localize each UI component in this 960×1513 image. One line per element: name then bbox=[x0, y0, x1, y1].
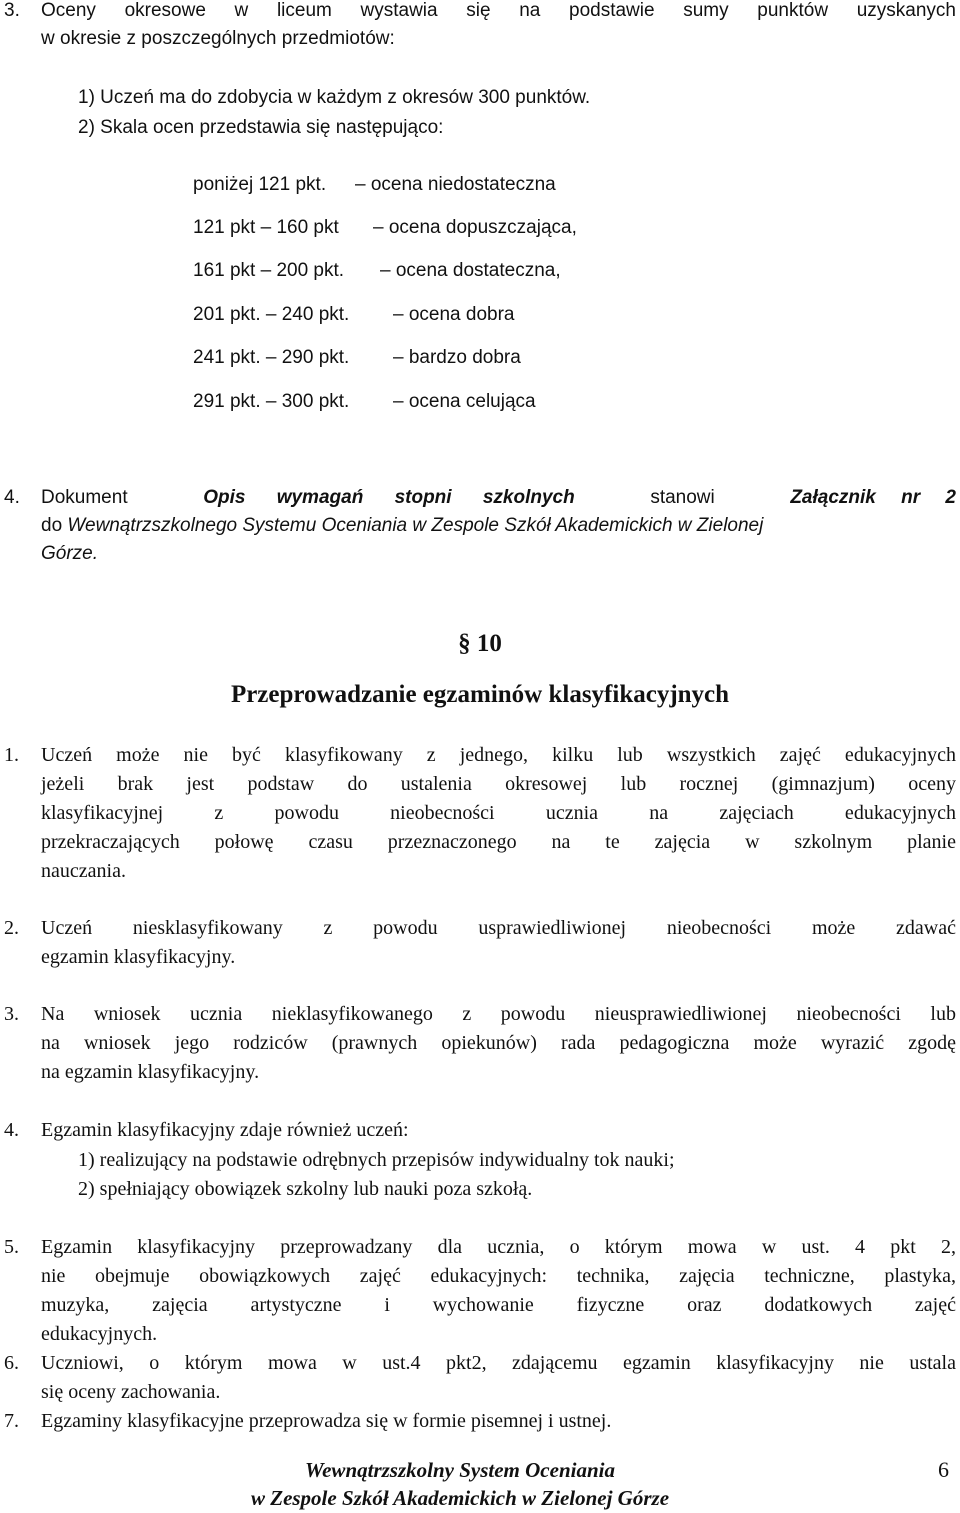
scale-grade-4: – ocena dobra bbox=[393, 304, 515, 325]
footer-line-1: Wewnątrzszkolny System Oceniania bbox=[305, 1458, 615, 1482]
footer-line-2: w Zespole Szkół Akademickich w Zielonej Górze bbox=[250, 1486, 670, 1510]
item-4-text-do: do bbox=[41, 515, 63, 536]
point-3-number: 3. bbox=[4, 1003, 19, 1025]
point-3-line-3: na egzamin klasyfikacyjny. bbox=[41, 1061, 260, 1083]
sub-item-2: 2) Skala ocen przedstawia się następująco: bbox=[78, 117, 444, 138]
point-4-sub-2: 2) spełniający obowiązek szkolny lub nauki poza szkołą. bbox=[78, 1178, 533, 1200]
point-1-line-4: przekraczających połowę czasu przeznaczonego na te zajęcia w szkolnym planie bbox=[41, 831, 956, 853]
point-5-line-2: nie obejmuje obowiązkowych zajęć edukacyjnych: technika, zajęcia techniczne, plastyka, bbox=[41, 1265, 956, 1287]
point-2-line-1: Uczeń niesklasyfikowany z powodu usprawiedliwionej nieobecności może zdawać bbox=[41, 917, 956, 939]
point-5-line-1: Egzamin klasyfikacyjny przeprowadzany dla ucznia, o którym mowa w ust. 4 pkt 2, bbox=[41, 1236, 956, 1258]
item-3-line-2: w okresie z poszczególnych przedmiotów: bbox=[41, 28, 395, 49]
point-3-line-2: na wniosek jego rodziców (prawnych opiekunów) rada pedagogiczna może wyrazić zgodę bbox=[41, 1032, 956, 1054]
item-4-number: 4. bbox=[4, 487, 20, 508]
scale-range-4: 201 pkt. – 240 pkt. bbox=[193, 304, 350, 325]
point-2-line-2: egzamin klasyfikacyjny. bbox=[41, 946, 236, 968]
scale-range-3: 161 pkt – 200 pkt. bbox=[193, 260, 345, 281]
item-4-system-name: Wewnątrzszkolnego Systemu Oceniania w Zespole Szkół Akademickich w Zielonej bbox=[67, 515, 764, 536]
point-6-line-2: się oceny zachowania. bbox=[41, 1381, 221, 1403]
sub-item-1: 1) Uczeń ma do zdobycia w każdym z okresów 300 punktów. bbox=[78, 87, 591, 108]
section-title: Przeprowadzanie egzaminów klasyfikacyjnych bbox=[230, 681, 730, 708]
item-4-document-title: Opis wymagań stopni szkolnych bbox=[203, 487, 575, 508]
scale-range-5: 241 pkt. – 290 pkt. bbox=[193, 347, 350, 368]
scale-grade-1: – ocena niedostateczna bbox=[355, 174, 556, 195]
point-1-line-3: klasyfikacyjnej z powodu nieobecności ucznia na zajęciach edukacyjnych bbox=[41, 802, 956, 824]
page-number: 6 bbox=[938, 1457, 949, 1482]
scale-grade-3: – ocena dostateczna, bbox=[380, 260, 561, 281]
point-4-number: 4. bbox=[4, 1119, 19, 1141]
scale-range-6: 291 pkt. – 300 pkt. bbox=[193, 391, 350, 412]
item-3-number: 3. bbox=[4, 0, 20, 21]
point-5-line-3: muzyka, zajęcia artystyczne i wychowanie fizyczne oraz dodatkowych zajęć bbox=[41, 1294, 956, 1316]
item-4-line-1 bbox=[41, 485, 956, 511]
point-1-line-5: nauczania. bbox=[41, 860, 126, 882]
scale-range-1: poniżej 121 pkt. bbox=[193, 174, 327, 195]
point-5-number: 5. bbox=[4, 1236, 19, 1258]
point-6-line-1: Uczniowi, o którym mowa w ust.4 pkt2, zdającemu egzamin klasyfikacyjny nie ustala bbox=[41, 1352, 956, 1374]
item-4-text-stanowi: stanowi bbox=[650, 487, 715, 508]
item-3-line-1: Oceny okresowe w liceum wystawia się na podstawie sumy punktów uzyskanych bbox=[41, 0, 956, 21]
point-4-line: Egzamin klasyfikacyjny zdaje również uczeń: bbox=[41, 1119, 409, 1141]
point-4-sub-1: 1) realizujący na podstawie odrębnych przepisów indywidualny tok nauki; bbox=[78, 1149, 675, 1171]
point-1-number: 1. bbox=[4, 744, 19, 766]
scale-grade-5: – bardzo dobra bbox=[393, 347, 521, 368]
point-6-number: 6. bbox=[4, 1352, 19, 1374]
item-4-line-3: Górze. bbox=[41, 543, 99, 564]
point-5-line-4: edukacyjnych. bbox=[41, 1323, 158, 1345]
point-3-line-1: Na wniosek ucznia nieklasyfikowanego z powodu nieusprawiedliwionej nieobecności lub bbox=[41, 1003, 956, 1025]
point-2-number: 2. bbox=[4, 917, 19, 939]
point-7-number: 7. bbox=[4, 1410, 19, 1432]
point-1-line-1: Uczeń może nie być klasyfikowany z jednego, kilku lub wszystkich zajęć edukacyjnych bbox=[41, 744, 956, 766]
scale-grade-2: – ocena dopuszczająca, bbox=[373, 217, 577, 238]
scale-grade-6: – ocena celująca bbox=[393, 391, 536, 412]
point-7-line: Egzaminy klasyfikacyjne przeprowadza się w formie pisemnej i ustnej. bbox=[41, 1410, 612, 1432]
scale-range-2: 121 pkt – 160 pkt bbox=[193, 217, 339, 238]
item-4-attachment: Załącznik nr 2 bbox=[790, 487, 956, 508]
item-4-text-dokument: Dokument bbox=[41, 487, 128, 508]
point-1-line-2: jeżeli brak jest podstaw do ustalenia okresowej lub rocznej (gimnazjum) oceny bbox=[41, 773, 956, 795]
section-number: § 10 bbox=[458, 630, 502, 657]
item-4-line-2 bbox=[41, 513, 763, 539]
